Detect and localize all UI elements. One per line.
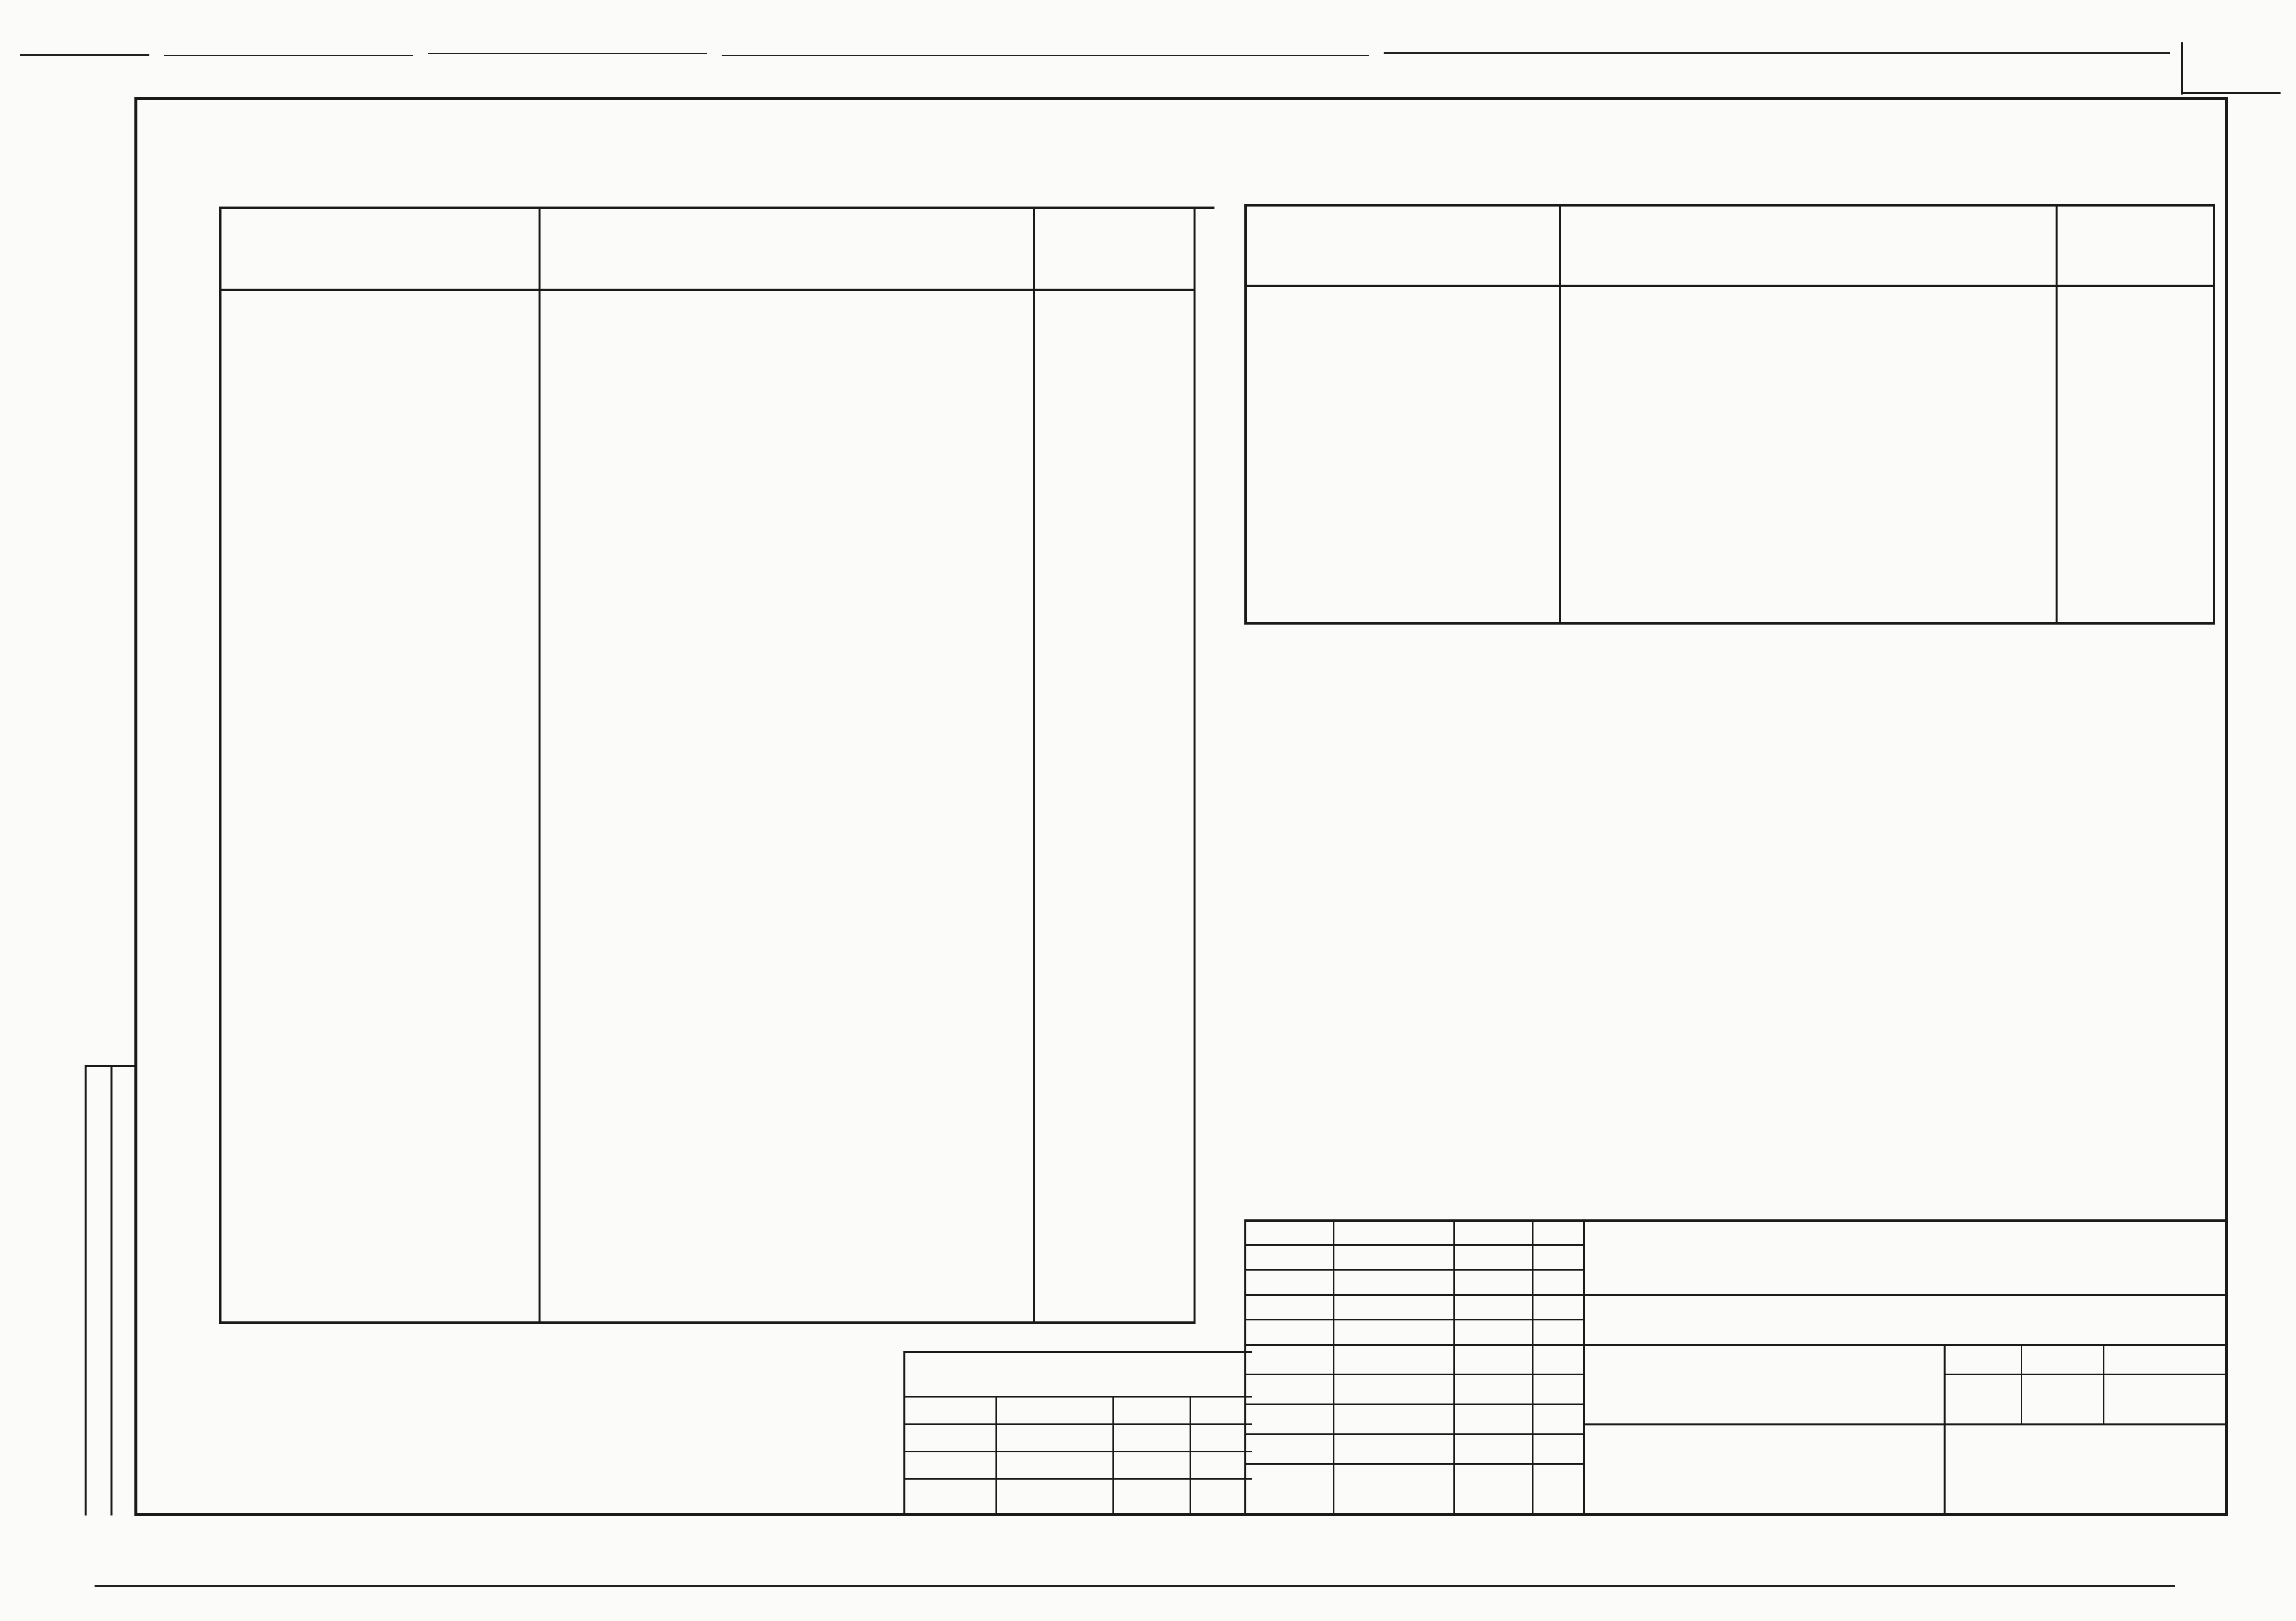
- margin-strip-border: [85, 1065, 87, 1515]
- frame-left: [134, 97, 137, 1515]
- scan-mark: [722, 55, 1369, 56]
- margin-strip-border: [110, 1065, 112, 1515]
- scan-mark: [428, 53, 707, 54]
- scan-mark: [20, 54, 149, 56]
- scan-mark: [1384, 52, 2170, 54]
- margin-strip-border: [85, 1065, 134, 1067]
- scan-mark: [164, 55, 413, 56]
- frame-right: [2225, 97, 2228, 1515]
- frame-bottom: [134, 1513, 2228, 1516]
- frame-top: [134, 97, 2227, 100]
- scan-mark: [95, 1585, 2175, 1587]
- sheet-number-box-border: [2181, 42, 2183, 95]
- sheet-number-box-border: [2181, 92, 2281, 94]
